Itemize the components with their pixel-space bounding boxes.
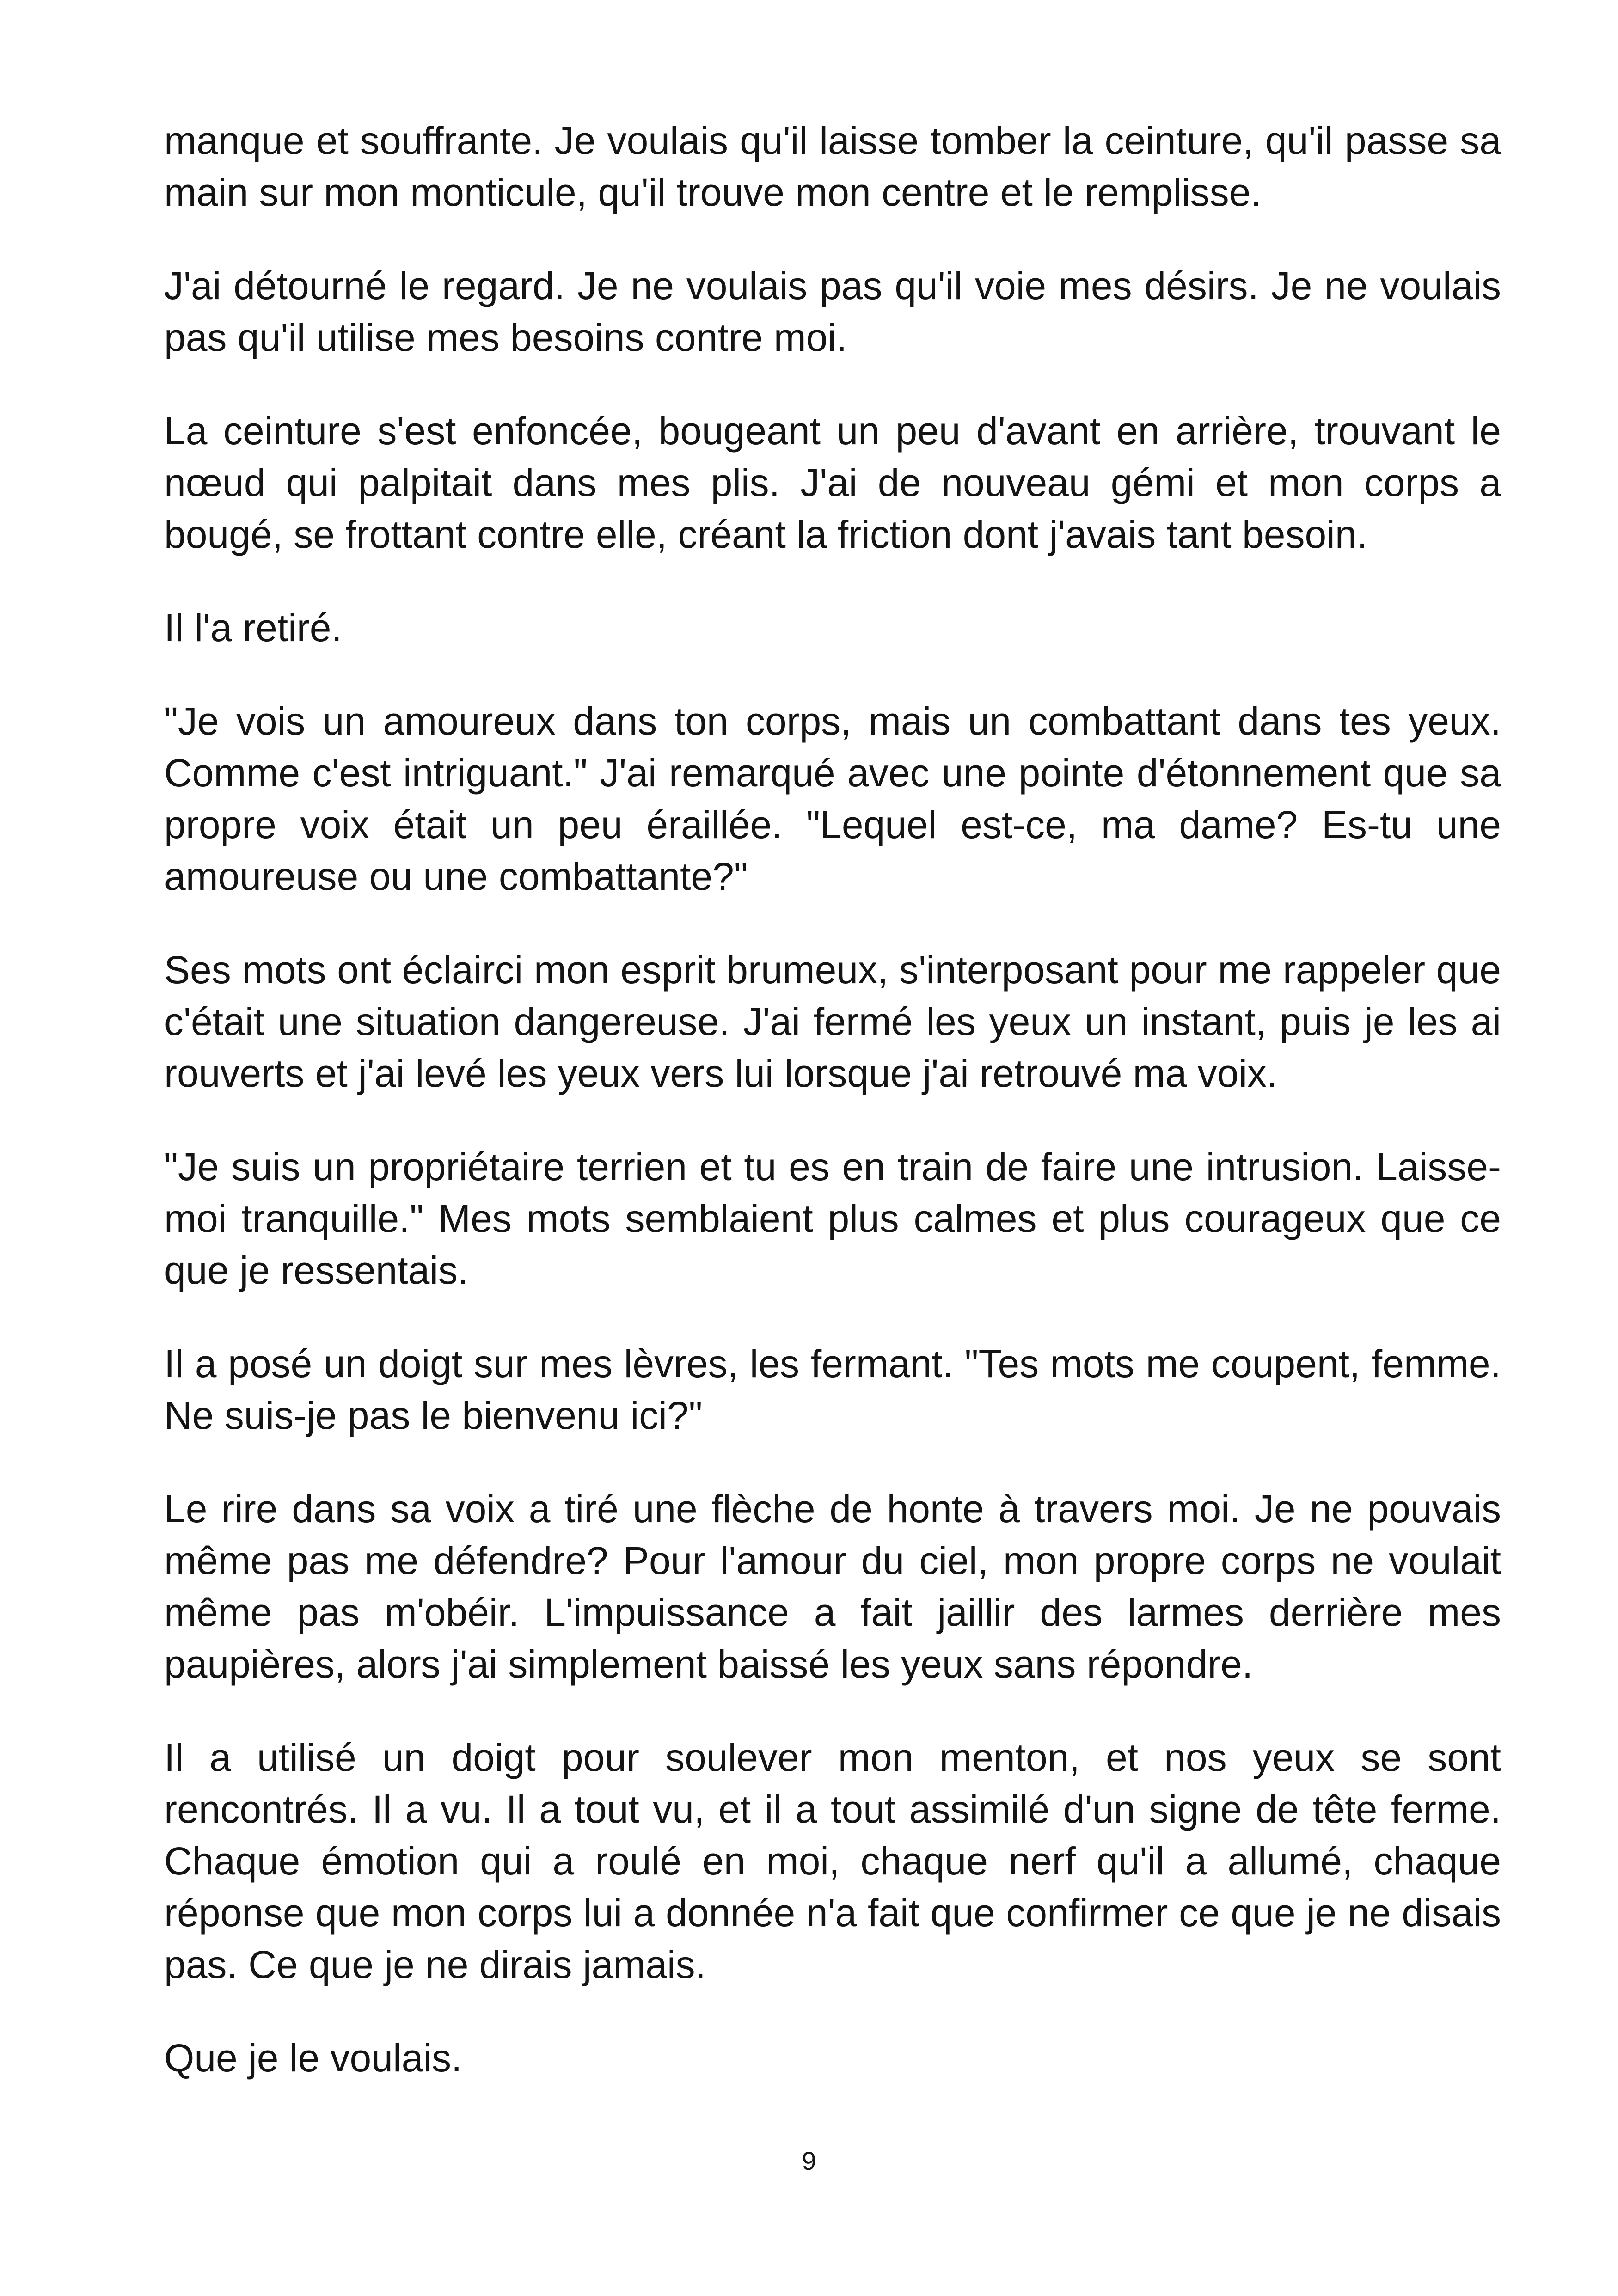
paragraph: Il a posé un doigt sur mes lèvres, les fermant. "Tes mots me coupent, femme. Ne suis-je pas le bienvenu ici?" xyxy=(164,1342,1501,1437)
paragraph: Ses mots ont éclairci mon esprit brumeux, s'interposant pour me rappeler que c'était une situation dangereuse. J'ai fermé les yeux un instant, puis je les ai rouverts et j'ai levé les yeux vers lui lorsque j'ai retrouvé ma voix. xyxy=(164,948,1501,1095)
paragraph: Il l'a retiré. xyxy=(164,606,342,649)
paragraph: manque et souffrante. Je voulais qu'il laisse tomber la ceinture, qu'il passe sa main sur mon monticule, qu'il trouve mon centre et le remplisse. xyxy=(164,119,1501,214)
paragraph: Le rire dans sa voix a tiré une flèche de honte à travers moi. Je ne pouvais même pas me défendre? Pour l'amour du ciel, mon propre corps ne voulait même pas m'obéir. L'impuissance a fait jaillir des larmes derrière mes paupières, alors j'ai simplement baissé les yeux sans répondre. xyxy=(164,1487,1501,1686)
paragraph: La ceinture s'est enfoncée, bougeant un peu d'avant en arrière, trouvant le nœud qui palpitait dans mes plis. J'ai de nouveau gémi et mon corps a bougé, se frottant contre elle, créant la friction dont j'avais tant besoin. xyxy=(164,409,1501,556)
page-body xyxy=(164,115,1501,2125)
paragraph: "Je suis un propriétaire terrien et tu es en train de faire une intrusion. Laisse-moi tranquille." Mes mots semblaient plus calmes et plus courageux que ce que je ressentais. xyxy=(164,1145,1501,1292)
paragraph: Que je le voulais. xyxy=(164,2036,462,2080)
page-number: 9 xyxy=(802,2146,816,2175)
paragraph: Il a utilisé un doigt pour soulever mon menton, et nos yeux se sont rencontrés. Il a vu. Il a tout vu, et il a tout assimilé d'un signe de tête ferme. Chaque émotion qui a roulé en moi, chaque nerf qu'il a allumé, chaque réponse que mon corps lui a donnée n'a fait que confirmer ce que je ne disais pas. Ce que je ne dirais jamais. xyxy=(164,1736,1501,1986)
paragraph: "Je vois un amoureux dans ton corps, mais un combattant dans tes yeux. Comme c'est intriguant." J'ai remarqué avec une pointe d'étonnement que sa propre voix était un peu éraillée. "Lequel est-ce, ma dame? Es-tu une amoureuse ou une combattante?" xyxy=(164,699,1501,898)
paragraph: J'ai détourné le regard. Je ne voulais pas qu'il voie mes désirs. Je ne voulais pas qu'il utilise mes besoins contre moi. xyxy=(164,264,1501,359)
